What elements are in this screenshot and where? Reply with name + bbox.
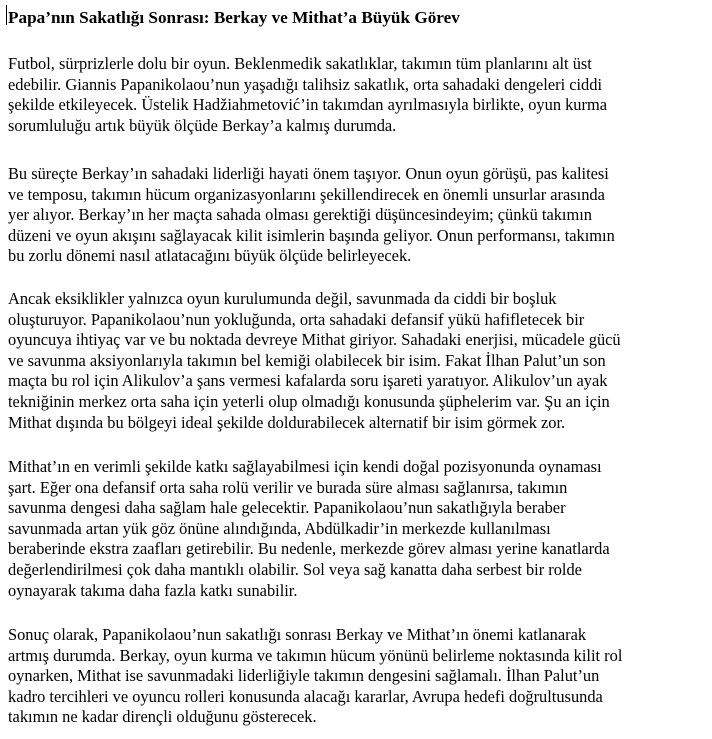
paragraph-line: Ancak eksiklikler yalnızca oyun kurulumunda değil, savunmada da ciddi bir boşluk bbox=[8, 289, 557, 308]
paragraph-line: takımın ne kadar dirençli olduğunu gösterecek. bbox=[8, 707, 317, 727]
paragraph-line: edebilir. Giannis Papanikolaou’nun yaşadığı talihsiz sakatlık, orta sahadaki dengeleri ciddi bbox=[8, 74, 602, 94]
paragraph-line: şart. Eğer ona defansif orta saha rolü verilir ve burada süre alması sağlanırsa, takımın bbox=[8, 477, 568, 497]
paragraph bbox=[8, 54, 706, 136]
paragraph-line: değerlendirilmesi çok daha mantıklı olabilir. Sol veya sağ kanatta daha serbest bir rolde bbox=[8, 559, 582, 579]
paragraph-line: Futbol, sürprizlerle dolu bir oyun. Beklenmedik sakatlıklar, takımın tüm planlarını alt üst bbox=[8, 54, 592, 73]
paragraph-line: savunmada artan yük göz önüne alındığında, Abdülkadir’in merkezde kullanılması bbox=[8, 518, 551, 538]
paragraph-line: artmış durumda. Berkay, oyun kurma ve takımın hücum yönünü belirleme noktasında kilit rol bbox=[8, 645, 623, 665]
paragraph-line: düzeni ve oyun akışını sağlayacak kilit isimlerin başında geliyor. Onun performansı, takımın bbox=[8, 225, 615, 245]
paragraph-line: bu zorlu dönemi nasıl atlatacağını büyük ölçüde belirleyecek. bbox=[8, 246, 412, 266]
paragraph-line: oynayarak takıma daha fazla katkı sunabilir. bbox=[8, 580, 298, 600]
paragraph-line: savunma dengesi daha sağlam hale gelecektir. Papanikolaou’nun sakatlığıyla beraber bbox=[8, 498, 566, 518]
document-title bbox=[8, 4, 706, 28]
paragraph bbox=[8, 164, 706, 267]
paragraph-line: tekniğinin merkez orta saha için yeterli olup olmadığı konusunda şüphelerim var. Şu an için bbox=[8, 391, 610, 411]
document-title-text: Papa’nın Sakatlığı Sonrası: Berkay ve Mithat’a Büyük Görev bbox=[8, 8, 460, 27]
paragraph-line: Sonuç olarak, Papanikolaou’nun sakatlığı sonrası Berkay ve Mithat’ın önemi katlanarak bbox=[8, 625, 587, 644]
paragraph bbox=[8, 457, 706, 601]
paragraph-line: kadro tercihleri ve oyuncu rolleri konusunda alacağı kararlar, Avrupa hedefi doğrultusunda bbox=[8, 686, 603, 706]
paragraph-line: Mithat dışında bu bölgeyi ideal şekilde doldurabilecek alternatif bir isim görmek zor. bbox=[8, 412, 566, 432]
paragraph bbox=[8, 625, 706, 728]
paragraph-line: ve temposu, takımın hücum organizasyonlarını şekillendirecek en önemli unsurlar arasında bbox=[8, 184, 605, 204]
paragraph-line: sorumluluğu artık büyük ölçüde Berkay’a kalmış durumda. bbox=[8, 115, 397, 135]
paragraph-line: maçta bu rol için Alikulov’a şans vermesi kafalarda soru işareti yaratıyor. Alikulov’un ayak bbox=[8, 371, 608, 391]
paragraph-line: oluşturuyor. Papanikolaou’nun yokluğunda, orta sahadaki defansif yükü hafifletecek bir bbox=[8, 309, 585, 329]
text-cursor bbox=[6, 5, 7, 25]
paragraph bbox=[8, 289, 706, 433]
paragraph-line: şekilde etkileyecek. Üstelik Hadžiahmetović’in takımdan ayrılmasıyla birlikte, oyun kurma bbox=[8, 95, 607, 115]
paragraph-line: ve savunma aksiyonlarıyla takımın bel kemiği olabilecek bir isim. Fakat İlhan Palut’un son bbox=[8, 350, 606, 370]
paragraph-line: beraberinde ekstra zaafları getirebilir. Bu nedenle, merkezde görev alması yerine kanatlarda bbox=[8, 539, 610, 559]
paragraph-line: oynarken, Mithat ise savunmadaki liderliğiyle takımın dengesini sağlamalı. İlhan Palut’un bbox=[8, 666, 600, 686]
paragraph-line: Mithat’ın en verimli şekilde katkı sağlayabilmesi için kendi doğal pozisyonunda oynaması bbox=[8, 457, 602, 476]
paragraph-line: oyuncuya ihtiyaç var ve bu noktada devreye Mithat giriyor. Sahadaki enerjisi, mücadele gücü bbox=[8, 330, 621, 350]
paragraph-line: Bu süreçte Berkay’ın sahadaki liderliği hayati önem taşıyor. Onun oyun görüşü, pas kalitesi bbox=[8, 164, 609, 183]
paragraph-line: yer alıyor. Berkay’ın her maçta sahada olması gerektiği düşüncesindeyim; çünkü takımın bbox=[8, 205, 592, 225]
